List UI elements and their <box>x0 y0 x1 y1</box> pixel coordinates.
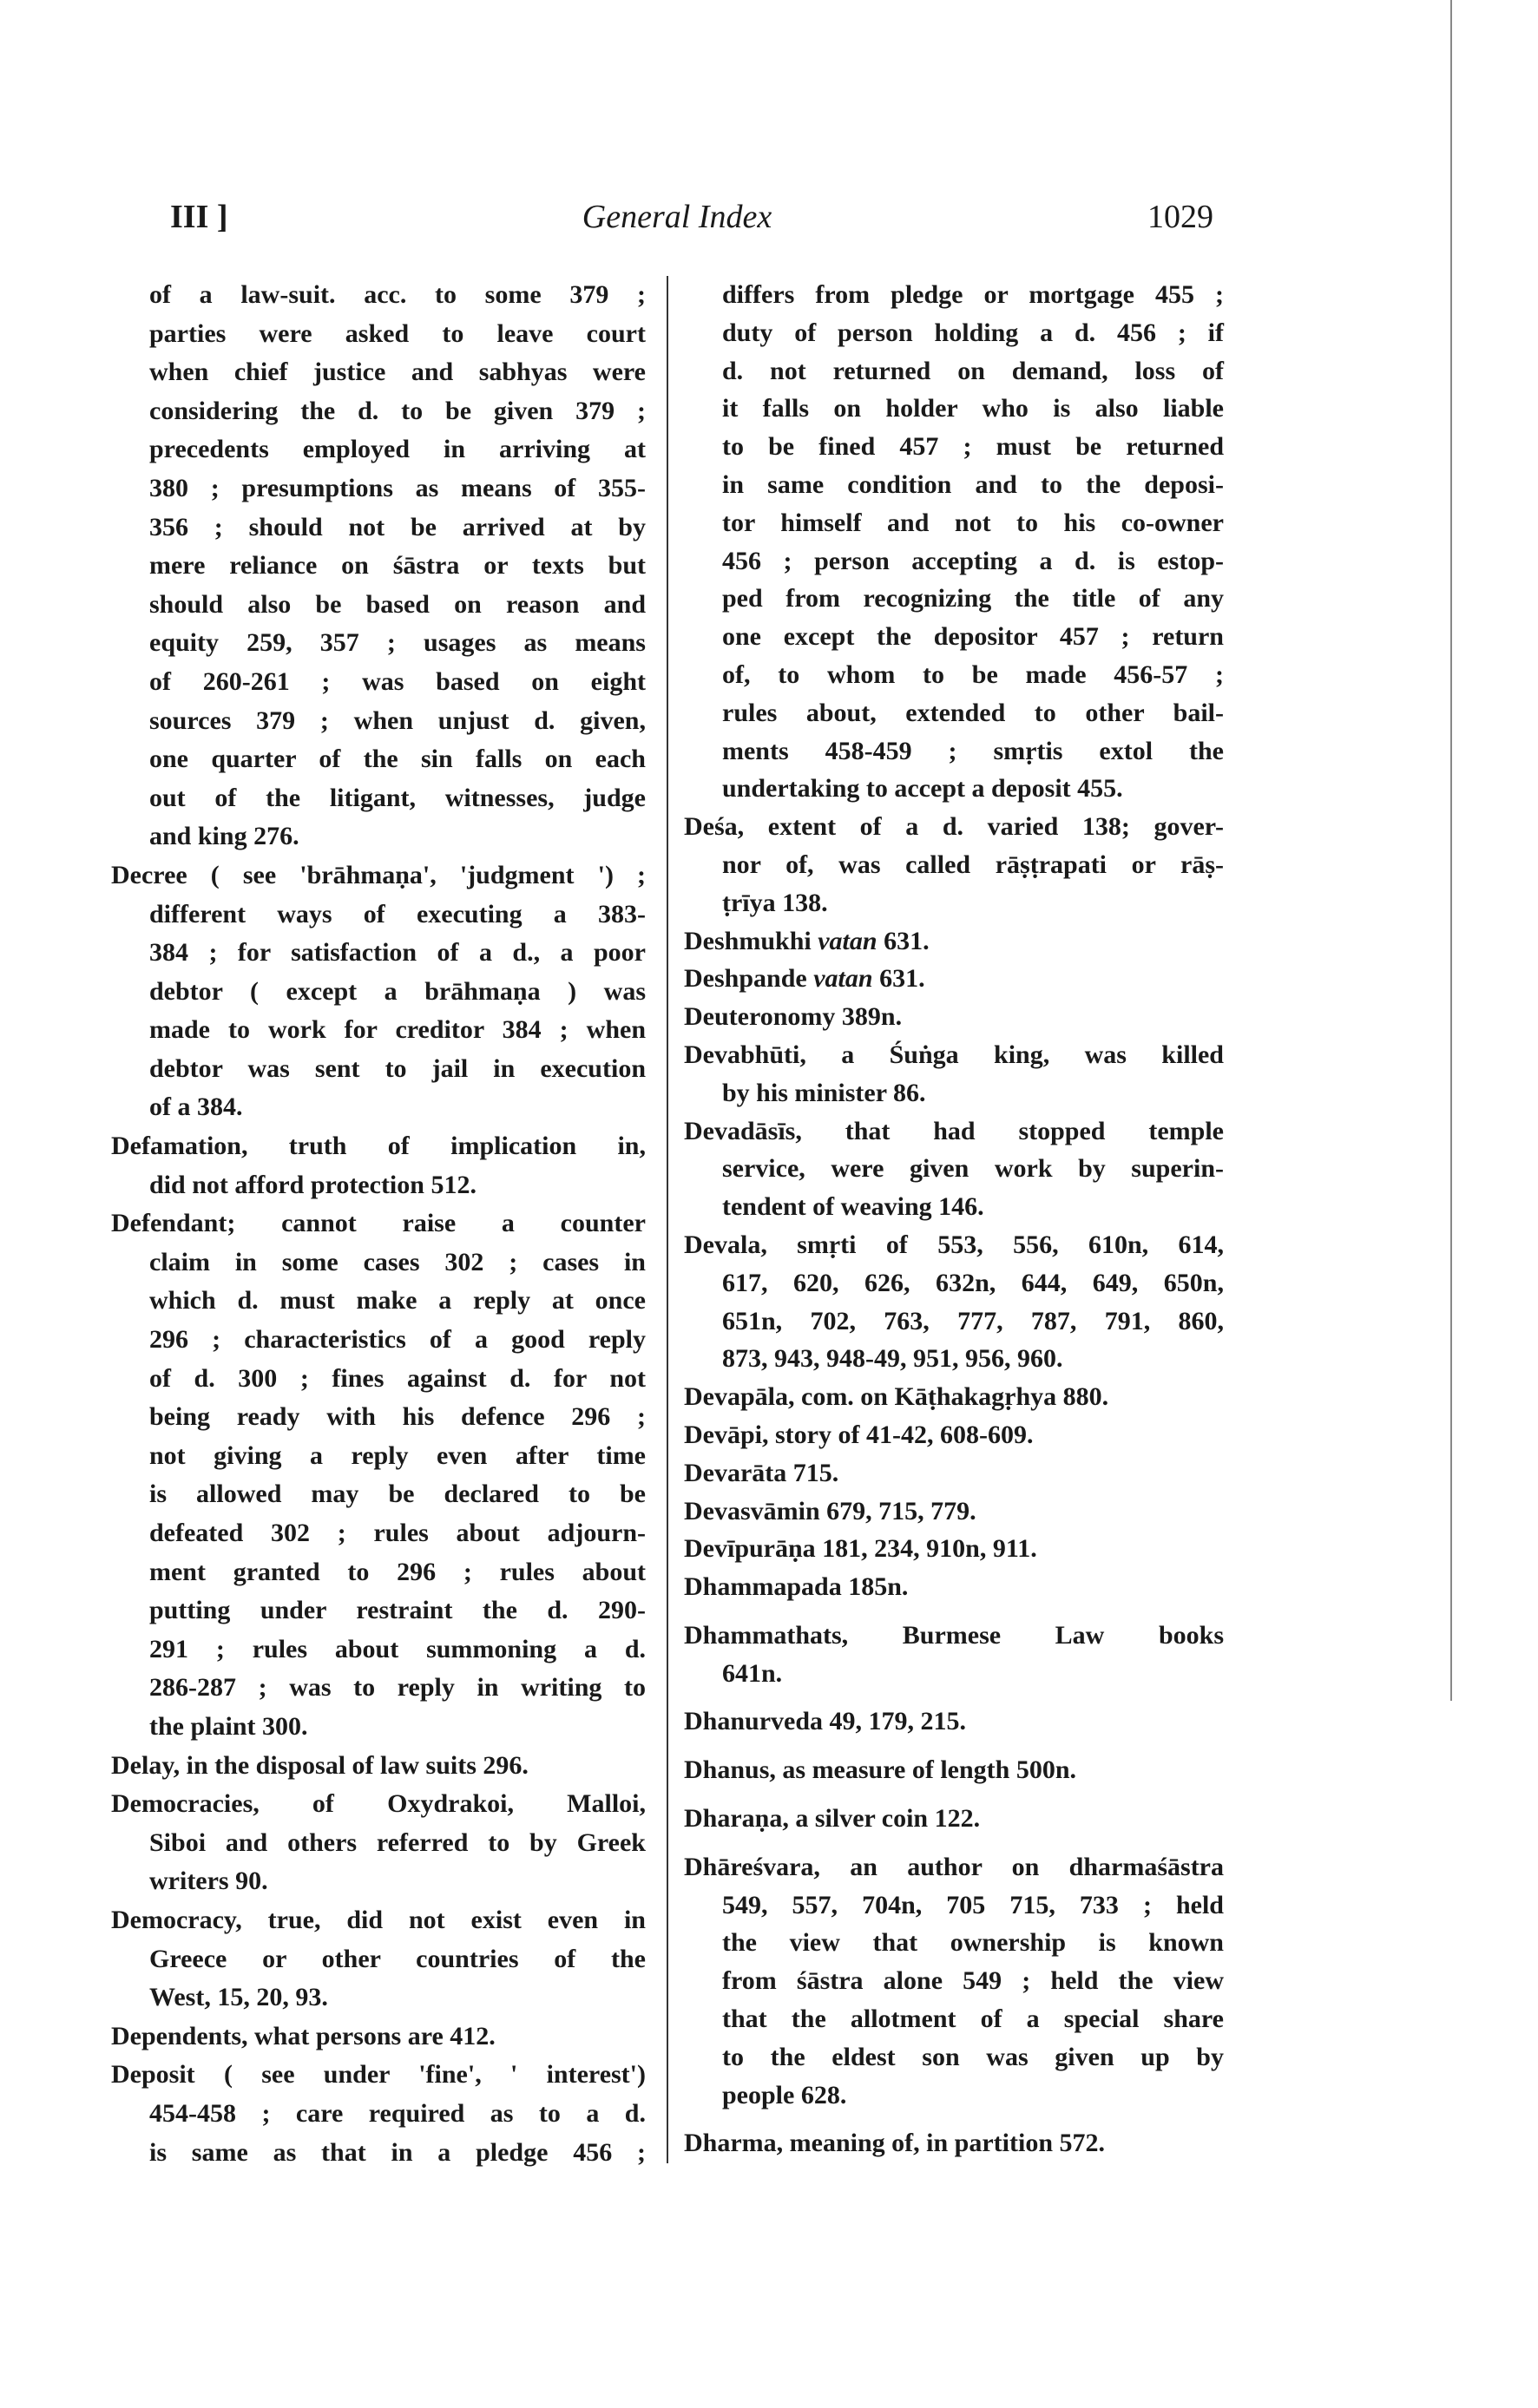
index-entry <box>111 1785 646 1901</box>
entry-headline: Devarāta 715. <box>684 1458 839 1487</box>
entry-headline: Delay, in the disposal of law suits 296. <box>111 1750 529 1780</box>
entry-headline: Democracies, of Oxydrakoi, Malloi, <box>111 1789 646 1819</box>
entry-line: ment granted to 296 ; rules about <box>149 1557 646 1586</box>
index-entry <box>684 1493 1224 1531</box>
entry-line: not giving a reply even after time <box>149 1440 646 1470</box>
entry-line: 456 ; person accepting a d. is estop- <box>722 546 1224 575</box>
entry-headline: Devala, smṛti of 553, 556, 610n, 614, <box>684 1230 1224 1259</box>
entry-line: the view that ownership is known <box>722 1928 1224 1958</box>
entry-headline: Devasvāmin 679, 715, 779. <box>684 1496 976 1526</box>
entry-line: it falls on holder who is also liable <box>722 394 1224 423</box>
entry-line: by his minister 86. <box>722 1078 926 1107</box>
index-entry <box>111 276 646 856</box>
entry-line: equity 259, 357 ; usages as means <box>149 628 646 658</box>
entry-line: tendent of weaving 146. <box>722 1192 984 1222</box>
entry-line: ped from recognizing the title of any <box>722 584 1224 613</box>
column-divider <box>667 276 668 2163</box>
entry-line: ṭrīya 138. <box>722 888 828 917</box>
entry-line: service, were given work by superin- <box>722 1154 1224 1184</box>
index-entry <box>684 1530 1224 1568</box>
index-entry <box>111 1127 646 1204</box>
index-entry <box>684 276 1224 808</box>
text-segment: Deshmukhi <box>684 926 818 955</box>
entry-line: 651n, 702, 763, 777, 787, 791, 860, <box>722 1306 1224 1335</box>
entry-headline: Defamation, truth of implication in, <box>111 1132 646 1161</box>
entry-line: of, to whom to be made 456-57 ; <box>722 659 1224 689</box>
entry-line: considering the d. to be given 379 ; <box>149 396 646 425</box>
entry-headline: Dependents, what persons are 412. <box>111 2021 496 2050</box>
entry-headline: Deuteronomy 389n. <box>684 1002 903 1032</box>
index-entry <box>111 1204 646 1746</box>
text-segment: Deshpande <box>684 964 814 994</box>
entry-line: out of the litigant, witnesses, judge <box>149 783 646 812</box>
entry-line: when chief justice and sabhyas were <box>149 358 646 387</box>
index-entry <box>684 960 1224 998</box>
entry-line: of d. 300 ; fines against d. for not <box>149 1363 646 1393</box>
entry-line: nor of, was called rāṣṭrapati or rāṣ- <box>722 850 1224 879</box>
entry-line: Siboi and others referred to by Greek <box>149 1827 646 1857</box>
entry-line: from śāstra alone 549 ; held the view <box>722 1966 1224 1996</box>
index-entry <box>684 1800 1224 1838</box>
entry-line: ments 458-459 ; smṛtis extol the <box>722 736 1224 765</box>
index-entry <box>684 1378 1224 1416</box>
entry-headline: Dhanurveda 49, 179, 215. <box>684 1707 967 1736</box>
entry-line: the plaint 300. <box>149 1711 308 1741</box>
entry-headline: Dhammapada 185n. <box>684 1572 909 1602</box>
index-entry <box>684 1416 1224 1454</box>
index-entry <box>684 998 1224 1036</box>
entry-line: 296 ; characteristics of a good reply <box>149 1325 646 1355</box>
entry-line: differs from pledge or mortgage 455 ; <box>722 280 1224 309</box>
entry-headline: Devāpi, story of 41-42, 608-609. <box>684 1420 1034 1449</box>
running-title: General Index <box>582 199 772 235</box>
index-entry <box>684 1848 1224 2115</box>
index-entry <box>111 1901 646 2018</box>
entry-headline: Dhammathats, Burmese Law books <box>684 1620 1224 1650</box>
entry-headline: Devadāsīs, that had stopped temple <box>684 1116 1224 1145</box>
entry-line: putting under restraint the d. 290- <box>149 1596 646 1625</box>
entry-line: different ways of executing a 383- <box>149 899 646 928</box>
entry-line: 291 ; rules about summoning a d. <box>149 1634 646 1663</box>
entry-line: to be fined 457 ; must be returned <box>722 432 1224 462</box>
entry-line: is allowed may be declared to be <box>149 1480 646 1509</box>
index-entry <box>684 2124 1224 2162</box>
index-entry <box>111 2056 646 2172</box>
entry-line: parties were asked to leave court <box>149 318 646 348</box>
index-entry <box>684 1036 1224 1112</box>
entry-line: undertaking to accept a deposit 455. <box>722 774 1123 804</box>
italic-term: vatan <box>813 964 873 994</box>
entry-line: 356 ; should not be arrived at by <box>149 512 646 541</box>
entry-line: to the eldest son was given up by <box>722 2042 1224 2071</box>
scan-edge-line <box>1450 0 1452 1701</box>
entry-line: is same as that in a pledge 456 ; <box>149 2137 646 2167</box>
entry-line: 549, 557, 704n, 705 715, 733 ; held <box>722 1890 1224 1919</box>
entry-line: Greece or other countries of the <box>149 1944 646 1973</box>
index-entry <box>684 1617 1224 1693</box>
entry-line: should also be based on reason and <box>149 589 646 619</box>
entry-line: being ready with his defence 296 ; <box>149 1402 646 1432</box>
entry-headline: Deśa, extent of a d. varied 138; gover- <box>684 812 1224 842</box>
entry-line: did not afford protection 512. <box>149 1170 477 1199</box>
index-entry <box>111 856 646 1127</box>
entry-line: that the allotment of a special share <box>722 2004 1224 2034</box>
entry-line: in same condition and to the deposi- <box>722 469 1224 499</box>
entry-line: one except the depositor 457 ; return <box>722 622 1224 652</box>
index-entry <box>684 1226 1224 1378</box>
entry-line: defeated 302 ; rules about adjourn- <box>149 1519 646 1547</box>
entry-line: claim in some cases 302 ; cases in <box>149 1247 646 1276</box>
entry-headline: Devapāla, com. on Kāṭhakagṛhya 880. <box>684 1382 1109 1412</box>
entry-headline: Dhanus, as measure of length 500n. <box>684 1755 1077 1785</box>
entry-line: and king 276. <box>149 822 299 851</box>
entry-line: which d. must make a reply at once <box>149 1286 646 1316</box>
entry-line: of a 384. <box>149 1092 243 1122</box>
entry-line: 873, 943, 948-49, 951, 956, 960. <box>722 1344 1063 1374</box>
entry-headline: Defendant; cannot raise a counter <box>111 1209 646 1238</box>
entry-line: one quarter of the sin falls on each <box>149 745 646 774</box>
section-marker: III ] <box>170 199 228 235</box>
entry-line: precedents employed in arriving at <box>149 435 646 464</box>
entry-headline: Deposit ( see under 'fine', ' interest') <box>111 2060 646 2090</box>
italic-term: vatan <box>818 926 877 955</box>
index-entry <box>111 1747 646 1786</box>
entry-headline: Dharaṇa, a silver coin 122. <box>684 1804 981 1834</box>
entry-headline: Dharma, meaning of, in partition 572. <box>684 2129 1106 2158</box>
entry-line: mere reliance on śāstra or texts but <box>149 551 646 581</box>
entry-line: 380 ; presumptions as means of 355- <box>149 473 646 502</box>
page-number: 1029 <box>1147 199 1213 235</box>
entry-line: sources 379 ; when unjust d. given, <box>149 705 646 735</box>
index-entry <box>684 808 1224 922</box>
entry-line: 617, 620, 626, 632n, 644, 649, 650n, <box>722 1268 1224 1297</box>
entry-line: made to work for creditor 384 ; when <box>149 1015 646 1045</box>
index-entry <box>684 1751 1224 1789</box>
entry-line: West, 15, 20, 93. <box>149 1983 328 2012</box>
entry-line: 384 ; for satisfaction of a d., a poor <box>149 938 646 968</box>
entry-line: writers 90. <box>149 1867 268 1896</box>
entry-line: people 628. <box>722 2080 847 2109</box>
entry-line: 286-287 ; was to reply in writing to <box>149 1673 646 1703</box>
text-segment: 631. <box>877 926 930 955</box>
index-entry <box>684 1703 1224 1741</box>
entry-headline: Decree ( see 'brāhmaṇa', 'judgment ') ; <box>111 860 646 889</box>
index-entry <box>684 1568 1224 1606</box>
index-entry <box>684 1112 1224 1226</box>
entry-line: rules about, extended to other bail- <box>722 698 1224 727</box>
index-entry <box>684 1454 1224 1493</box>
entry-headline: Dhāreśvara, an author on dharmaśāstra <box>684 1852 1224 1881</box>
entry-headline: Devīpurāṇa 181, 234, 910n, 911. <box>684 1534 1037 1564</box>
entry-line: tor himself and not to his co-owner <box>722 508 1224 537</box>
entry-headline: Democracy, true, did not exist even in <box>111 1905 646 1934</box>
entry-line: 641n. <box>722 1658 783 1688</box>
text-segment: 631. <box>872 964 925 994</box>
entry-line: d. not returned on demand, loss of <box>722 356 1224 385</box>
entry-line: debtor ( except a brāhmaṇa ) was <box>149 976 646 1006</box>
entry-headline <box>684 960 1224 998</box>
index-column-right <box>684 276 1224 2162</box>
entry-headline: Devabhūti, a Śuṅga king, was killed <box>684 1040 1224 1069</box>
entry-line: 454-458 ; care required as to a d. <box>149 2098 646 2128</box>
entry-headline <box>684 922 1224 961</box>
entry-line: of 260-261 ; was based on eight <box>149 666 646 696</box>
index-column-left <box>111 276 646 2172</box>
entry-line: duty of person holding a d. 456 ; if <box>722 318 1224 347</box>
entry-line: debtor was sent to jail in execution <box>149 1053 646 1083</box>
entry-line: of a law-suit. acc. to some 379 ; <box>149 280 646 309</box>
index-entry <box>111 2018 646 2057</box>
index-entry <box>684 922 1224 961</box>
